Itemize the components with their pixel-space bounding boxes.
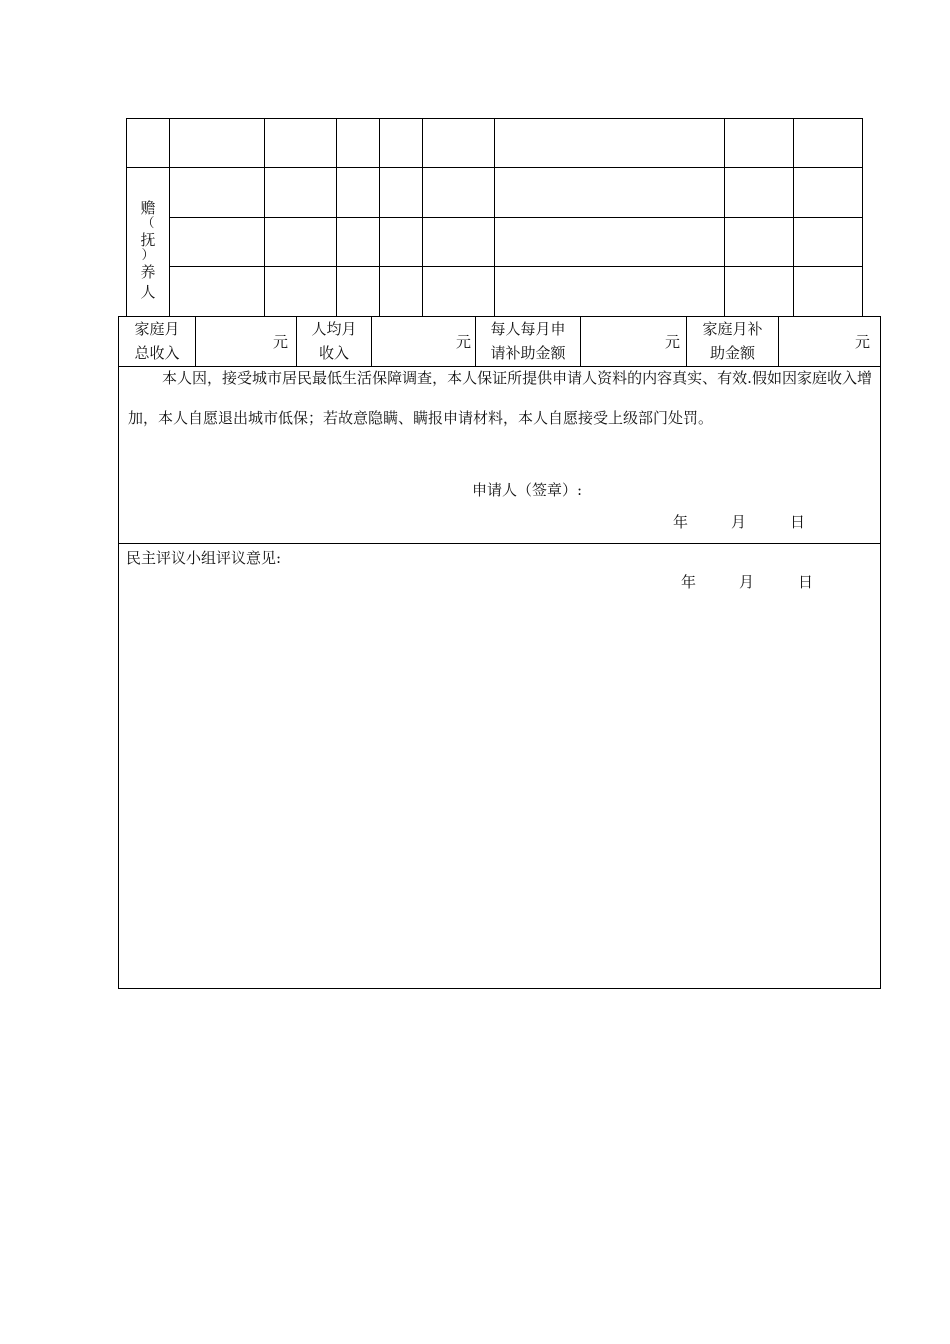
declaration-date-day: 日 (790, 513, 806, 531)
label-line: 总收入 (134, 344, 180, 362)
box-left-line (118, 316, 119, 989)
grid-line (169, 266, 863, 267)
review-date-month: 月 (739, 573, 755, 591)
grid-line (379, 118, 380, 316)
grid-line (169, 118, 170, 316)
family-monthly-subsidy-unit: 元 (855, 333, 871, 351)
signature-label: 申请人（签章）: (472, 481, 583, 499)
grid-line (126, 118, 127, 316)
label-line: 请补助金额 (490, 344, 566, 362)
grid-line (793, 118, 794, 316)
per-person-monthly-subsidy-label (476, 319, 580, 363)
label-char: 人 (140, 283, 156, 301)
label-line: 人均月 (311, 320, 357, 338)
label-char: 抚 (140, 231, 156, 249)
label-line: 每人每月申 (490, 320, 566, 338)
label-line: 家庭月补 (702, 320, 763, 338)
family-monthly-total-income-label (119, 319, 195, 363)
supported-person-label (133, 198, 163, 302)
label-char: 赡 (140, 199, 156, 217)
grid-line (494, 118, 495, 316)
per-person-monthly-subsidy-unit: 元 (665, 333, 681, 351)
declaration-date-year: 年 (673, 513, 689, 531)
declaration-text: 本人因，接受城市居民最低生活保障调查，本人保证所提供申请人资料的内容真实、有效.假如因家庭收入增加，本人自愿退出城市低保；若故意隐瞒、瞒报申请材料，本人自愿接受上级部门处罚。 (128, 369, 872, 427)
grid-line (264, 118, 265, 316)
box-right-line (880, 316, 881, 989)
label-line: 家庭月 (134, 320, 180, 338)
grid-line (422, 118, 423, 316)
review-title: 民主评议小组评议意见: (126, 549, 282, 567)
label-line: 助金额 (709, 344, 755, 362)
family-monthly-total-income-unit: 元 (273, 333, 289, 351)
box-top-line (118, 316, 881, 317)
label-char: 养 (140, 263, 156, 281)
label-char: ） (141, 248, 155, 263)
grid-line (336, 118, 337, 316)
declaration-bottom-line (118, 543, 881, 544)
grid-line (724, 118, 725, 316)
grid-line (862, 118, 863, 316)
grid-line (169, 217, 863, 218)
label-line: 收入 (318, 344, 349, 362)
declaration-date-month: 月 (731, 513, 747, 531)
review-date-year: 年 (681, 573, 697, 591)
per-capita-monthly-income-label (297, 319, 371, 363)
per-capita-monthly-income-unit: 元 (456, 333, 472, 351)
label-char: （ (141, 216, 155, 231)
family-monthly-subsidy-label (687, 319, 778, 363)
review-date-day: 日 (798, 573, 814, 591)
box-bottom-line (118, 988, 881, 989)
